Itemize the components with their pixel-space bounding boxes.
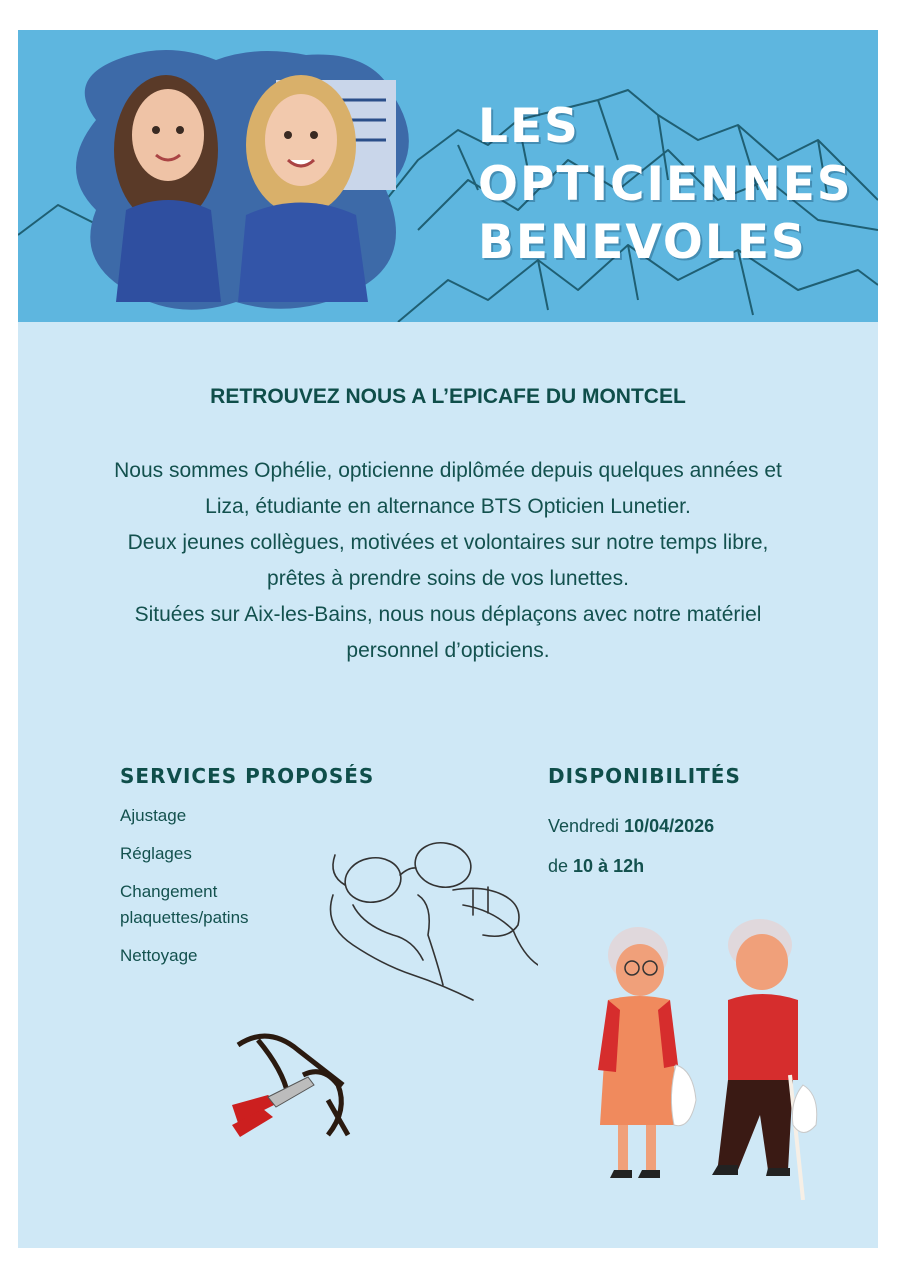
flyer-page xyxy=(18,30,878,1248)
intro-paragraph-1: Nous sommes Ophélie, opticienne diplômée depuis quelques années et Liza, étudiante en alternance BTS Opticien Lunetier. xyxy=(114,459,782,518)
location-heading: RETROUVEZ NOUS A L’EPICAFE DU MONTCEL xyxy=(210,385,686,408)
intro-paragraph-2: Deux jeunes collègues, motivées et volontaires sur notre temps libre, prêtes à prendre soins de vos lunettes. xyxy=(127,531,769,590)
intro-text xyxy=(98,453,798,669)
service-item-ajustage: Ajustage xyxy=(120,806,187,825)
date-value: 10/04/2026 xyxy=(624,816,715,836)
availability-time-line xyxy=(548,846,714,886)
hands-cleaning-glasses-sketch xyxy=(323,835,538,1005)
services-list xyxy=(120,803,300,981)
flyer-title xyxy=(478,98,853,272)
day-label: Vendredi xyxy=(548,816,620,836)
service-item-reglages: Réglages xyxy=(120,844,192,863)
title-line-1: LES xyxy=(478,99,580,154)
intro-paragraph-3: Situées sur Aix-les-Bains, nous nous déplaçons avec notre matériel personnel d’opticiens. xyxy=(134,603,762,662)
availability-heading: DISPONIBILITÉS xyxy=(548,764,741,788)
glasses-with-pliers xyxy=(228,1025,358,1145)
availability-date-line xyxy=(548,806,714,846)
portrait-of-two-opticians xyxy=(56,40,426,315)
time-value: 10 à 12h xyxy=(573,856,645,876)
services-heading: SERVICES PROPOSÉS xyxy=(120,764,375,788)
header-banner xyxy=(18,30,878,322)
service-item-nettoyage: Nettoyage xyxy=(120,946,198,965)
title-line-3: BENEVOLES xyxy=(478,215,807,270)
service-item-changement: Changement plaquettes/patins xyxy=(120,882,249,927)
availability-details xyxy=(548,806,714,886)
elderly-couple-walking xyxy=(578,900,818,1200)
title-line-2: OPTICIENNES xyxy=(478,157,853,212)
time-prefix: de xyxy=(548,856,569,876)
